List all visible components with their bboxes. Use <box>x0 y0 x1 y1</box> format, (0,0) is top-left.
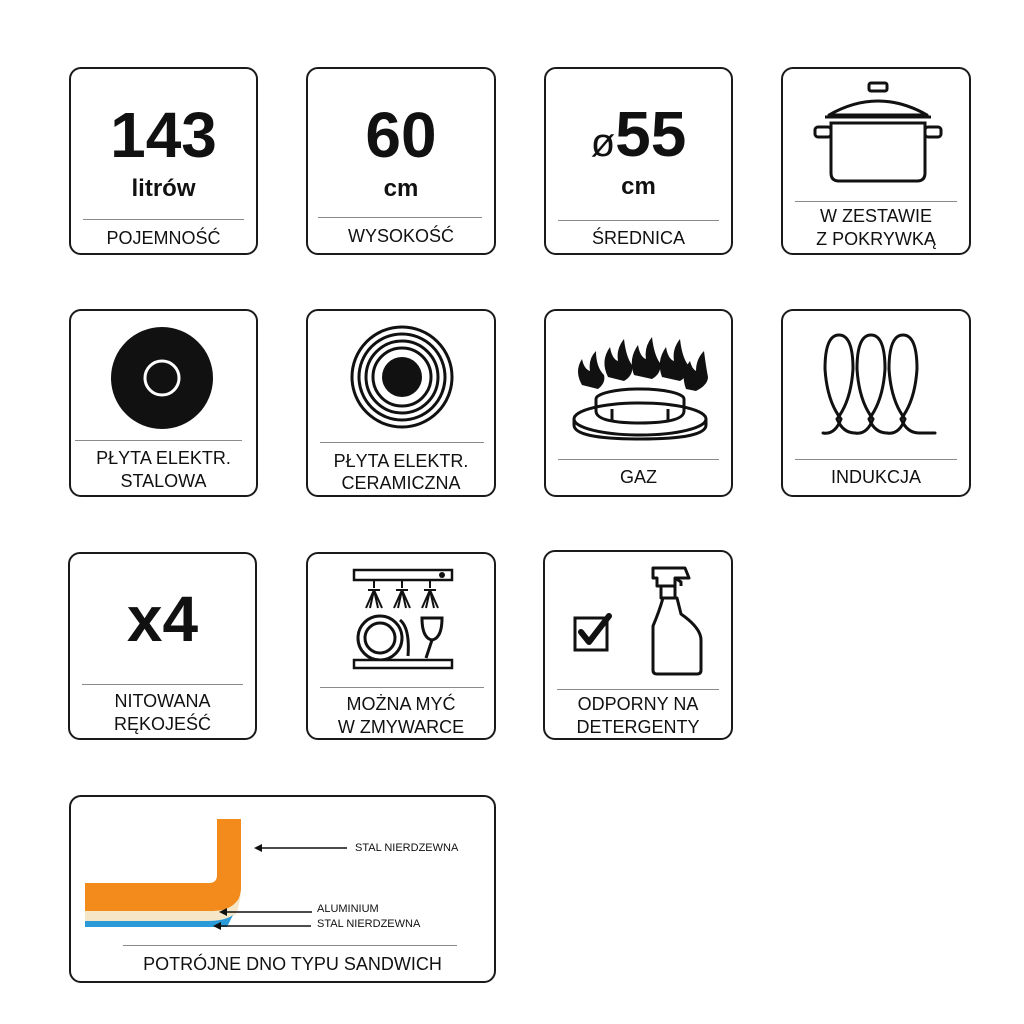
capacity-label: POJEMNOŚĆ <box>106 228 221 248</box>
ceramic-plate-label-line1: PŁYTA ELEKTR. <box>333 451 469 471</box>
layer-middle-label: ALUMINIUM <box>317 903 379 915</box>
divider <box>320 687 484 688</box>
spray-bottle-icon <box>645 564 711 676</box>
rivets-card <box>68 552 257 740</box>
steel-plate-card <box>69 309 258 497</box>
diameter-value: 55 <box>615 98 687 170</box>
sandwich-label: POTRÓJNE DNO TYPU SANDWICH <box>143 954 442 974</box>
divider <box>558 459 719 460</box>
diameter-unit: cm <box>621 173 656 200</box>
height-card <box>306 67 496 255</box>
divider <box>795 201 957 202</box>
divider <box>82 684 243 685</box>
capacity-value: 143 <box>110 99 217 171</box>
dishwasher-icon <box>352 568 454 670</box>
divider <box>75 440 242 441</box>
capacity-card <box>69 67 258 255</box>
divider <box>795 459 957 460</box>
arrow-bottom <box>213 921 313 931</box>
sandwich-card <box>69 795 496 983</box>
lid-label-line2: Z POKRYWKĄ <box>816 229 936 249</box>
divider <box>557 689 719 690</box>
ceramic-plate-card <box>306 309 496 497</box>
gas-burner-icon <box>572 337 712 441</box>
gas-card <box>544 309 733 497</box>
divider <box>320 442 484 443</box>
lid-card <box>781 67 971 255</box>
divider <box>318 217 482 218</box>
lid-label-line1: W ZESTAWIE <box>820 206 932 226</box>
detergent-label-line1: ODPORNY NA <box>577 694 699 714</box>
layer-bottom-label: STAL NIERDZEWNA <box>317 918 421 930</box>
rivets-label-line1: NITOWANA <box>114 691 211 711</box>
detergent-label-line2: DETERGENTY <box>576 717 700 737</box>
diameter-label: ŚREDNICA <box>591 228 685 248</box>
rivets-value: x4 <box>126 583 199 655</box>
height-label: WYSOKOŚĆ <box>347 226 454 246</box>
diameter-value-row <box>546 99 731 178</box>
steel-plate-label-line2: STALOWA <box>120 471 207 491</box>
detergent-card <box>543 550 733 740</box>
height-value: 60 <box>365 99 437 171</box>
diameter-symbol: ø <box>590 121 616 165</box>
layer-top-label: STAL NIERDZEWNA <box>355 842 459 854</box>
divider <box>123 945 457 946</box>
ceramic-plate-label-line2: CERAMICZNA <box>341 473 461 493</box>
induction-coil-icon <box>819 329 939 439</box>
dishwasher-label-line2: W ZMYWARCE <box>337 717 465 737</box>
diameter-card <box>544 67 733 255</box>
induction-label: INDUKCJA <box>830 467 921 487</box>
arrow-top <box>254 843 349 853</box>
steel-outer-layer <box>85 819 241 911</box>
divider <box>558 220 719 221</box>
dishwasher-label-line1: MOŻNA MYĆ <box>346 694 456 714</box>
height-unit: cm <box>383 175 419 202</box>
electric-steel-plate-icon <box>109 325 215 431</box>
induction-card <box>781 309 971 497</box>
gas-label: GAZ <box>619 467 657 487</box>
dishwasher-card <box>306 552 496 740</box>
capacity-unit: litrów <box>131 175 196 202</box>
rivets-label-line2: RĘKOJEŚĆ <box>113 714 212 734</box>
pot-with-lid-icon <box>813 79 943 189</box>
divider <box>83 219 244 220</box>
arrow-middle <box>219 907 314 917</box>
ceramic-plate-icon <box>350 325 454 429</box>
steel-plate-label-line1: PŁYTA ELEKTR. <box>96 448 231 468</box>
checkbox-icon <box>573 614 613 652</box>
